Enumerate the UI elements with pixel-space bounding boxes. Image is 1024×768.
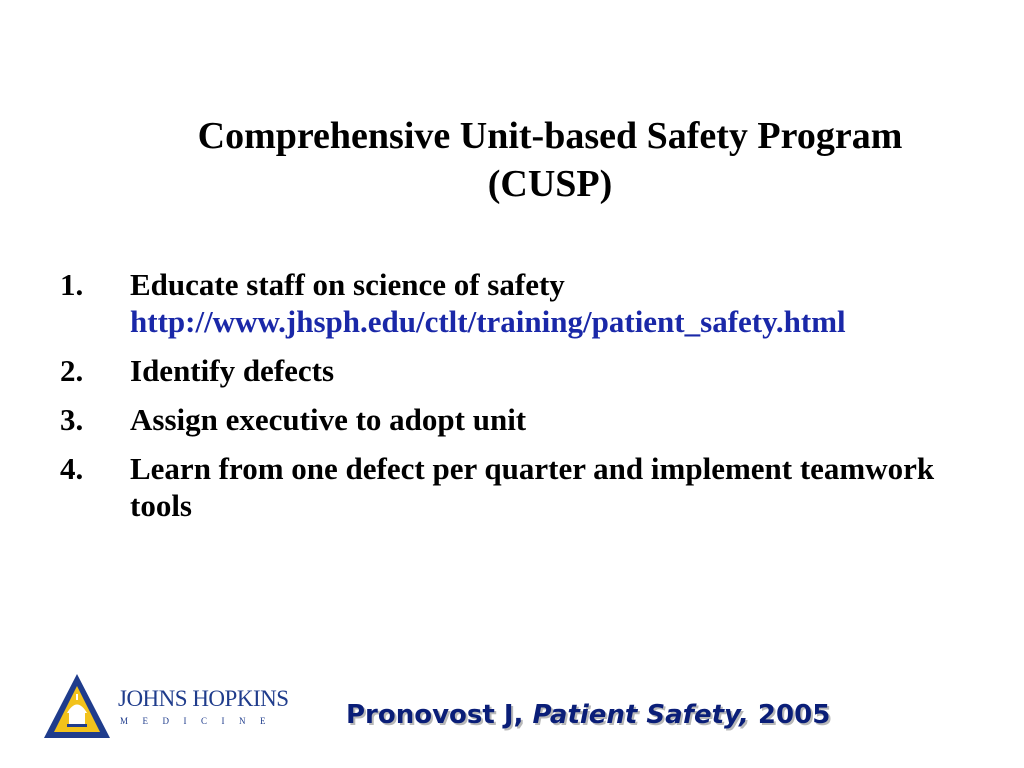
logo-subtitle: MEDICINE bbox=[120, 716, 280, 726]
citation-year: 2005 bbox=[757, 700, 831, 730]
list-item-text: Assign executive to adopt unit bbox=[130, 402, 527, 437]
johns-hopkins-logo bbox=[42, 672, 292, 740]
citation-author: Pronovost J, bbox=[346, 700, 524, 730]
slide-title-line-1: Comprehensive Unit-based Safety Program bbox=[197, 115, 903, 157]
list-item-number: 4. bbox=[60, 451, 84, 486]
list-item bbox=[60, 450, 990, 524]
johns-hopkins-seal-icon bbox=[42, 672, 112, 740]
patient-safety-training-link[interactable]: http://www.jhsph.edu/ctlt/training/patient_safety.html bbox=[130, 304, 846, 339]
cusp-steps-list bbox=[60, 266, 990, 536]
citation-journal: Patient Safety, bbox=[532, 700, 749, 730]
slide-title bbox=[100, 112, 1000, 208]
list-item bbox=[60, 266, 990, 340]
citation bbox=[346, 700, 830, 730]
list-item-text: Educate staff on science of safety bbox=[130, 267, 565, 302]
logo-name: JOHNS HOPKINS bbox=[118, 686, 289, 711]
list-item-number: 1. bbox=[60, 267, 84, 302]
list-item-text: Learn from one defect per quarter and implement teamwork tools bbox=[130, 451, 935, 523]
list-item-text: Identify defects bbox=[130, 353, 335, 388]
list-item-number: 3. bbox=[60, 402, 84, 437]
list-item bbox=[60, 401, 990, 438]
slide-title-line-2: (CUSP) bbox=[487, 163, 613, 205]
list-item bbox=[60, 352, 990, 389]
list-item-number: 2. bbox=[60, 353, 84, 388]
